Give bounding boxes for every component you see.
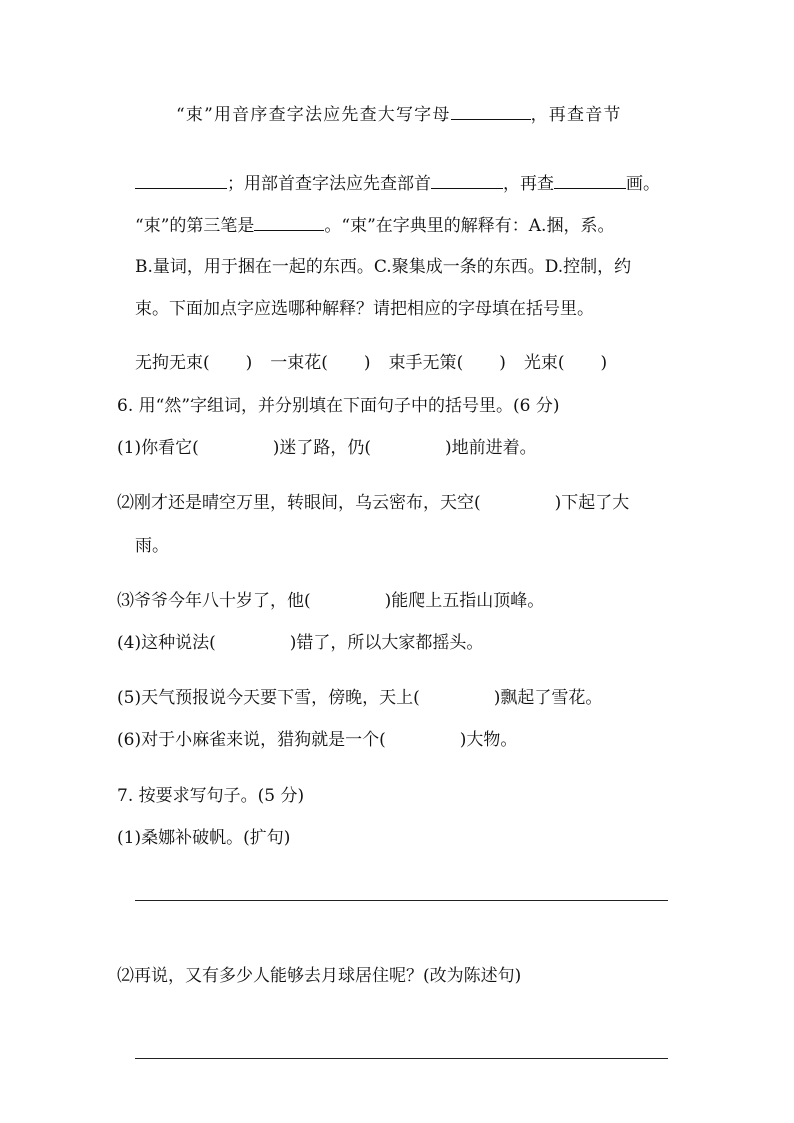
q5-item: 光束( )	[523, 353, 608, 373]
q7-sentence-2: ⑵再说，又有多少人能够去月球居住呢？(改为陈述句)	[117, 966, 522, 986]
q6-sentence-4: (4)这种说法( )错了，所以大家都摇头。	[117, 633, 484, 653]
q7-sentence-1: (1)桑娜补破帆。(扩句)	[117, 828, 291, 848]
blank-capital-letter[interactable]	[451, 103, 531, 120]
q5-item: 无拘无束( )	[135, 353, 253, 373]
q6-sentence-6: (6)对于小麻雀来说，猎狗就是一个( )大物。	[117, 730, 518, 750]
q5-line-5: 束。下面加点字应选哪种解释？请把相应的字母填在括号里。	[135, 299, 594, 319]
q6-heading: 6. 用“然”字组词，并分别填在下面句子中的括号里。(6 分)	[117, 396, 560, 416]
blank-syllable[interactable]	[135, 172, 227, 189]
q5-item: 束手无策( )	[388, 353, 506, 373]
q6-sentence-5: (5)天气预报说今天要下雪，傍晚，天上( )飘起了雪花。	[117, 688, 603, 708]
blank-third-stroke[interactable]	[254, 214, 324, 231]
q6-sentence-1: (1)你看它( )迷了路，仍( )地前进着。	[117, 438, 537, 458]
q5-item: 一束花( )	[270, 353, 371, 373]
q6-sentence-3: ⑶爷爷今年八十岁了，他( )能爬上五指山顶峰。	[117, 591, 545, 611]
blank-strokes[interactable]	[554, 172, 626, 189]
q5-line-2: ；用部首查字法应先查部首 ，再查 画。	[135, 172, 660, 195]
q6-sentence-2: ⑵刚才还是晴空万里，转眼间，乌云密布，天空( )下起了大	[117, 493, 630, 513]
q5-items	[135, 352, 607, 374]
q5-line-1: “束”用音序查字法应先查大写字母 ，再查音节	[176, 105, 622, 125]
answer-line-1[interactable]	[135, 900, 668, 901]
q7-heading: 7. 按要求写句子。(5 分)	[117, 786, 305, 806]
answer-line-2[interactable]	[135, 1058, 668, 1059]
q6-sentence-2-cont: 雨。	[135, 536, 169, 556]
blank-radical[interactable]	[431, 172, 503, 189]
q5-line-4: B.量词，用于捆在一起的东西。C.聚集成一条的东西。D.控制，约	[135, 257, 632, 277]
q5-line-3: “束”的第三笔是 。“束”在字典里的解释有：A.捆，系。	[135, 216, 615, 236]
